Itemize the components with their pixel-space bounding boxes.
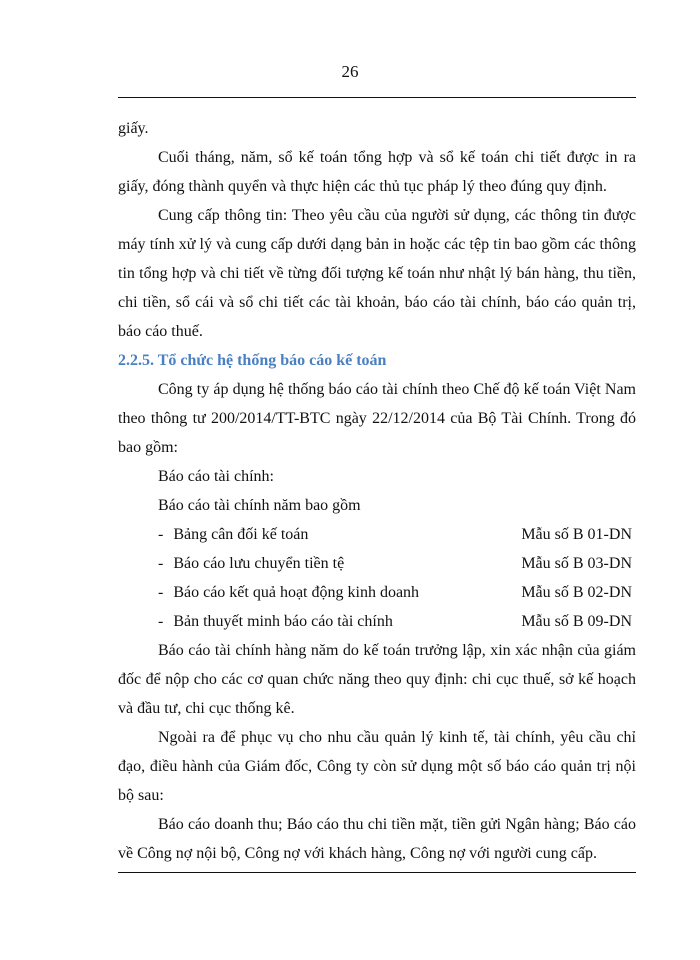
paragraph-annual-report-approval: Báo cáo tài chính hàng năm do kế toán trưởng lập, xin xác nhận của giám đốc để nộp cho các cơ quan chức năng theo quy định: chi cục thuế, sở kế hoạch và đầu tư, chi cục thống kê. bbox=[118, 642, 636, 717]
list-item-code: Mẫu số B 01-DN bbox=[521, 526, 632, 543]
document-body bbox=[118, 114, 636, 868]
paragraph-financial-reports-label: Báo cáo tài chính: bbox=[158, 468, 274, 485]
list-item-label: Bản thuyết minh báo cáo tài chính bbox=[173, 613, 393, 630]
paragraph-annual-reports-label: Báo cáo tài chính năm bao gồm bbox=[158, 497, 361, 514]
list-item-code: Mẫu số B 09-DN bbox=[521, 613, 632, 630]
list-item-code: Mẫu số B 03-DN bbox=[521, 555, 632, 572]
list-bullet: - bbox=[158, 584, 164, 601]
list-item-label: Báo cáo kết quả hoạt động kinh doanh bbox=[173, 584, 420, 601]
list-item-label: Bảng cân đối kế toán bbox=[173, 526, 309, 543]
list-bullet: - bbox=[158, 526, 164, 543]
footer-rule bbox=[118, 872, 636, 873]
page-number: 26 bbox=[341, 62, 359, 81]
list-bullet: - bbox=[158, 555, 164, 572]
paragraph-month-end-printing: Cuối tháng, năm, sổ kế toán tổng hợp và sổ kế toán chi tiết được in ra giấy, đóng thành quyển và thực hiện các thủ tục pháp lý theo đúng quy định. bbox=[118, 149, 636, 195]
list-bullet: - bbox=[158, 613, 164, 630]
list-item bbox=[118, 578, 636, 607]
list-item bbox=[118, 549, 636, 578]
section-heading: 2.2.5. Tổ chức hệ thống báo cáo kế toán bbox=[118, 352, 387, 369]
list-item bbox=[118, 520, 636, 549]
header-rule bbox=[118, 97, 636, 98]
paragraph-information-provision: Cung cấp thông tin: Theo yêu cầu của người sử dụng, các thông tin được máy tính xử lý và cung cấp dưới dạng bản in hoặc các tệp tin bao gồm các thông tin tổng hợp và chi tiết về từng đối tượng kế toán như nhật lý bán hàng, thu tiền, chi tiền, sổ cái và sổ chi tiết các tài khoản, báo cáo tài chính, báo cáo quản trị, báo cáo thuế. bbox=[118, 207, 636, 340]
paragraph-continuation: giấy. bbox=[118, 120, 149, 137]
paragraph-internal-reports: Ngoài ra để phục vụ cho nhu cầu quản lý kinh tế, tài chính, yêu cầu chỉ đạo, điều hành của Giám đốc, Công ty còn sử dụng một số báo cáo quản trị nội bộ sau: bbox=[118, 729, 636, 804]
list-item-code: Mẫu số B 02-DN bbox=[521, 584, 632, 601]
list-item-label: Báo cáo lưu chuyển tiền tệ bbox=[173, 555, 345, 572]
list-item bbox=[118, 607, 636, 636]
paragraph-reporting-regime: Công ty áp dụng hệ thống báo cáo tài chính theo Chế độ kế toán Việt Nam theo thông tư 200/2014/TT-BTC ngày 22/12/2014 của Bộ Tài Chính. Trong đó bao gồm: bbox=[118, 381, 636, 456]
paragraph-internal-report-list: Báo cáo doanh thu; Báo cáo thu chi tiền mặt, tiền gửi Ngân hàng; Báo cáo về Công nợ nội bộ, Công nợ với khách hàng, Công nợ với người cung cấp. bbox=[118, 816, 636, 862]
report-list bbox=[118, 520, 636, 636]
